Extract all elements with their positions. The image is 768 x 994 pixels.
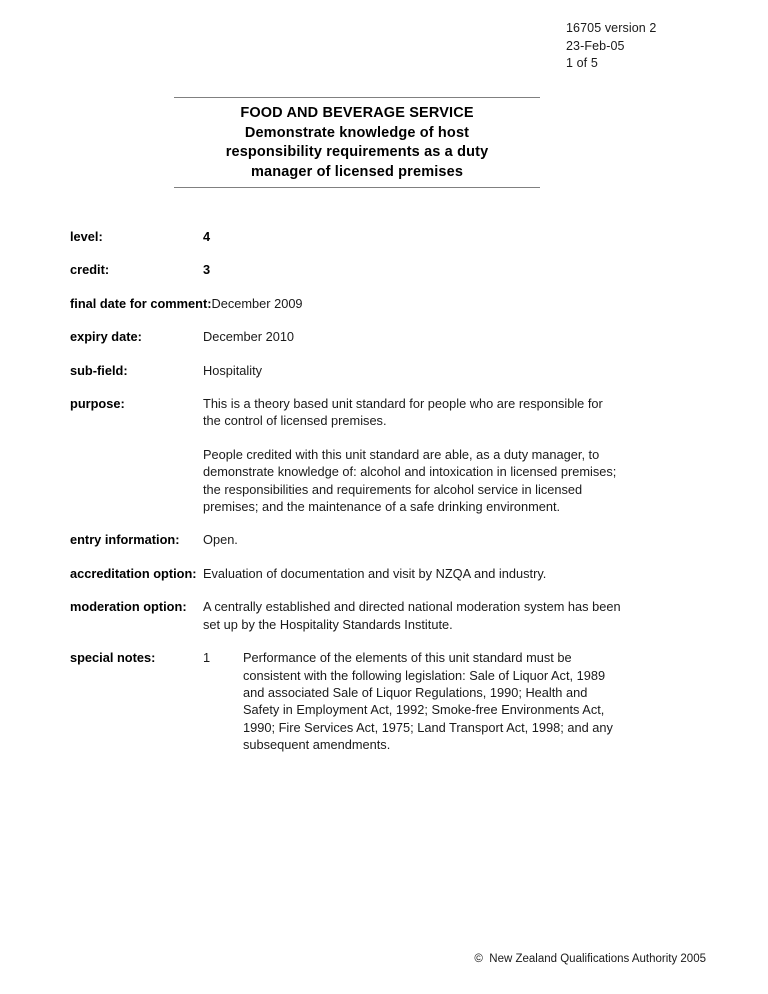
field-label-level: level: — [70, 229, 103, 244]
field-label-sub-field: sub-field: — [70, 362, 128, 378]
page-title-line-1: FOOD AND BEVERAGE SERVICE — [240, 105, 474, 121]
field-value-entry-information: Open. — [203, 532, 238, 548]
purpose-paragraph-2: People credited with this unit standard are able, as a duty manager, to demonstrate knowledge of: alcohol and intoxication in licensed premises; the responsibilities and requirements for alcohol service in licensed premises; and the maintenance of a safe drinking environment. — [203, 446, 617, 515]
page-title-line-2: Demonstrate knowledge of host — [244, 124, 470, 141]
field-row-sub-field — [0, 362, 768, 379]
standard-id: 16705 version 2 — [566, 21, 657, 35]
document-footer — [0, 952, 768, 967]
copyright-icon: © — [474, 953, 483, 965]
field-value-sub-field: Hospitality — [203, 362, 263, 378]
moderation-option-text: A centrally established and directed national moderation system has been set up by the Hospitality Standards Institute. — [203, 599, 621, 632]
field-label-final-date-for-comment: final date for comment: — [70, 295, 212, 311]
field-value-level: 4 — [203, 229, 211, 244]
document-header — [566, 20, 656, 73]
title-block — [174, 97, 540, 188]
field-row-level — [0, 228, 768, 245]
field-row-purpose — [0, 395, 768, 515]
field-row-special-notes — [0, 649, 768, 753]
field-value-accreditation-option: Evaluation of documentation and visit by NZQA and industry. — [203, 565, 547, 581]
special-note-item — [203, 649, 706, 753]
field-value-expiry-date: December 2010 — [203, 329, 295, 345]
special-note-text: Performance of the elements of this unit standard must be consistent with the following legislation: Sale of Liquor Act, 1989 and associated Sale of Liquor Regulations, 1990; Health and Safety in Employment Act, 1992; Smoke-free Environments Act, 1990; Fire Services Act, 1975; Land Transport Act, 1998; and any subsequent amendments. — [243, 650, 613, 753]
field-row-moderation-option — [0, 598, 768, 633]
field-row-accreditation-option — [0, 565, 768, 582]
field-value-final-date-for-comment: December 2009 — [211, 295, 303, 311]
field-value-moderation-option — [203, 598, 768, 633]
field-label-accreditation-option: accreditation option: — [70, 565, 197, 581]
purpose-paragraph-1: This is a theory based unit standard for people who are responsible for the control of licensed premises. — [203, 396, 603, 429]
field-value-credit: 3 — [203, 262, 211, 278]
page-title-line-3: responsibility requirements as a duty — [225, 144, 489, 161]
field-label-moderation-option: moderation option: — [70, 599, 187, 615]
field-label-expiry-date: expiry date: — [70, 329, 142, 345]
field-label-credit: credit: — [70, 262, 110, 278]
field-label-entry-information: entry information: — [70, 532, 180, 548]
field-row-expiry-date — [0, 328, 768, 345]
document-date: 23-Feb-05 — [566, 38, 625, 53]
field-label-purpose: purpose: — [70, 396, 125, 412]
field-value-special-notes — [203, 649, 768, 753]
field-row-entry-information — [0, 531, 768, 548]
field-value-purpose — [203, 395, 768, 515]
special-note-number: 1 — [203, 650, 211, 666]
copyright-text: New Zealand Qualifications Authority 2005 — [489, 953, 706, 965]
page-indicator: 1 of 5 — [566, 56, 598, 70]
page-title-line-4: manager of licensed premises — [250, 163, 464, 180]
field-list — [0, 228, 768, 770]
field-row-credit — [0, 261, 768, 278]
field-label-special-notes: special notes: — [70, 650, 156, 666]
field-row-final-date-for-comment — [0, 295, 768, 312]
